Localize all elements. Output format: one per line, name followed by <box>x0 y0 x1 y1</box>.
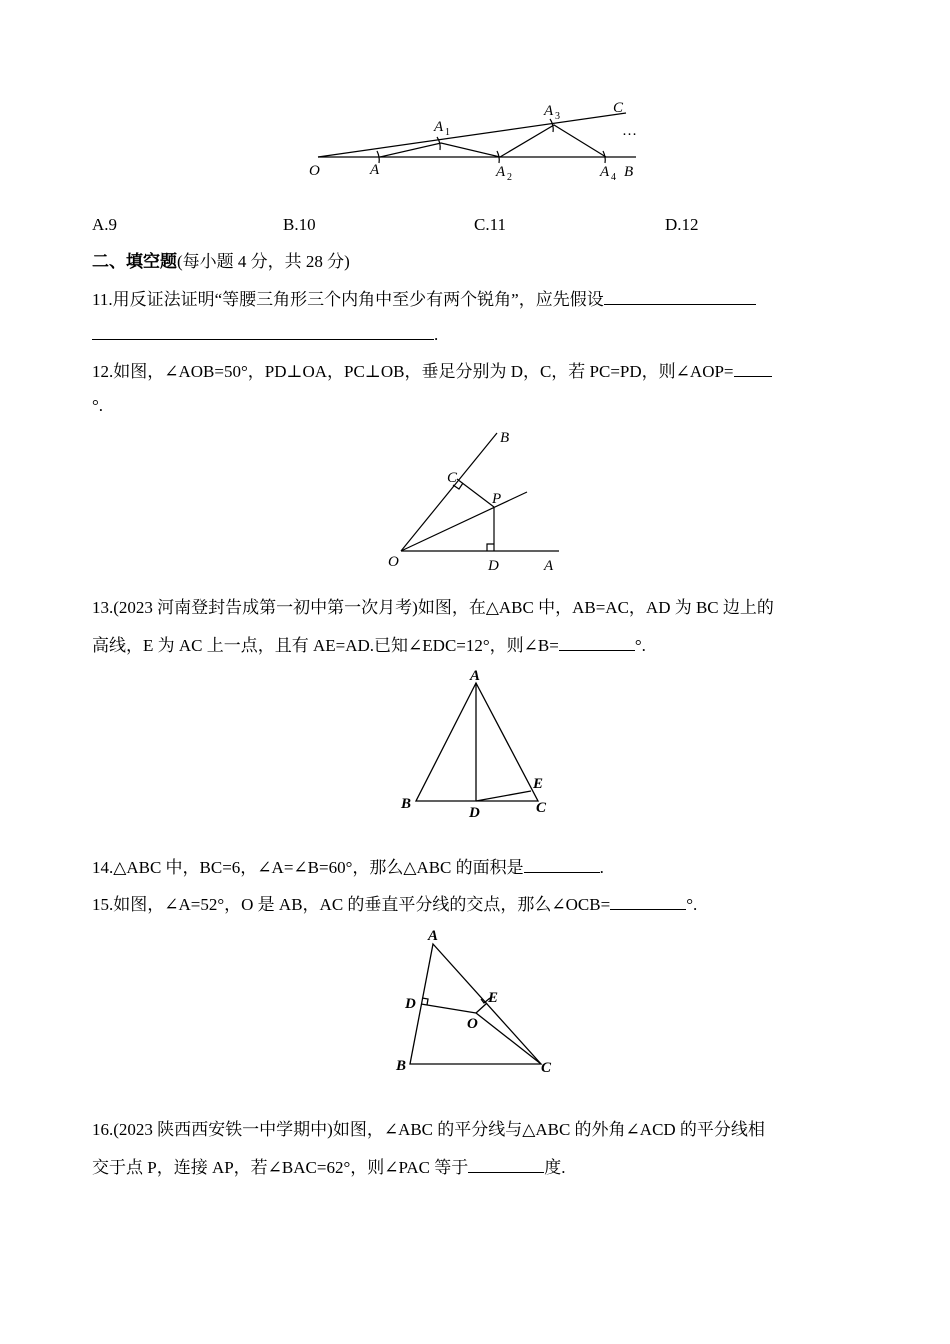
ellipsis: … <box>622 123 637 139</box>
label-P: P <box>492 491 502 507</box>
question-11-cont: . <box>92 325 438 345</box>
label-B: B <box>624 164 634 180</box>
label-O: O <box>388 554 399 570</box>
label-O: O <box>467 1016 478 1032</box>
option-d[interactable]: D.12 <box>665 215 699 234</box>
question-14: 14.△ABC 中，BC=6，∠A=∠B=60°，那么△ABC 的面积是 . <box>92 858 604 877</box>
answer-blank-16[interactable] <box>468 1158 544 1173</box>
label-A: A <box>370 162 380 178</box>
option-c[interactable]: C.11 <box>474 215 506 234</box>
question-16-cont: 交于点 P，连接 AP，若∠BAC=62°，则∠PAC 等于 度. <box>92 1158 566 1177</box>
label-B: B <box>396 1058 407 1074</box>
section-heading: 二、填空题(每小题 4 分，共 28 分) <box>92 252 350 271</box>
label-D: D <box>488 558 499 574</box>
label-A: A <box>470 668 481 684</box>
label-D: D <box>405 996 416 1012</box>
label-A3: A <box>544 103 554 119</box>
label-C: C <box>541 1060 552 1076</box>
question-13-cont: 高线，E 为 AC 上一点，且有 AE=AD.已知∠EDC=12°，则∠B= °. <box>92 636 646 655</box>
question-11: 11.用反证法证明“等腰三角形三个内角中至少有两个锐角”，应先假设 <box>92 290 756 310</box>
svg-text:3: 3 <box>555 111 560 122</box>
label-A2: A <box>496 164 506 180</box>
question-12-cont: °. <box>92 396 104 415</box>
label-D: D <box>469 805 480 821</box>
label-O: O <box>309 163 320 179</box>
label-A1: A <box>434 119 444 135</box>
label-E: E <box>488 990 499 1006</box>
label-E: E <box>533 776 544 792</box>
question-13: 13.(2023 河南登封告成第一初中第一次月考)如图，在△ABC 中，AB=AC，AD 为 BC 边上的 <box>92 598 774 617</box>
label-C: C <box>613 100 624 116</box>
option-b[interactable]: B.10 <box>283 215 316 234</box>
question-15: 15.如图，∠A=52°，O 是 AB，AC 的垂直平分线的交点，那么∠OCB= °. <box>92 895 698 914</box>
svg-text:1: 1 <box>445 127 450 138</box>
option-a[interactable]: A.9 <box>92 215 118 234</box>
label-B: B <box>401 796 412 812</box>
label-A: A <box>428 928 439 944</box>
label-C: C <box>447 470 458 486</box>
svg-text:2: 2 <box>507 172 512 183</box>
question-12: 12.如图，∠AOB=50°，PD⊥OA，PC⊥OB，垂足分别为 D，C，若 PC=PD，则∠AOP= <box>92 362 772 382</box>
label-A: A <box>544 558 554 574</box>
label-A4: A <box>600 164 610 180</box>
label-C: C <box>536 800 547 816</box>
label-B: B <box>500 430 510 446</box>
question-16: 16.(2023 陕西西安铁一中学期中)如图，∠ABC 的平分线与△ABC 的外角∠ACD 的平分线相 <box>92 1120 765 1139</box>
svg-text:4: 4 <box>611 172 616 183</box>
